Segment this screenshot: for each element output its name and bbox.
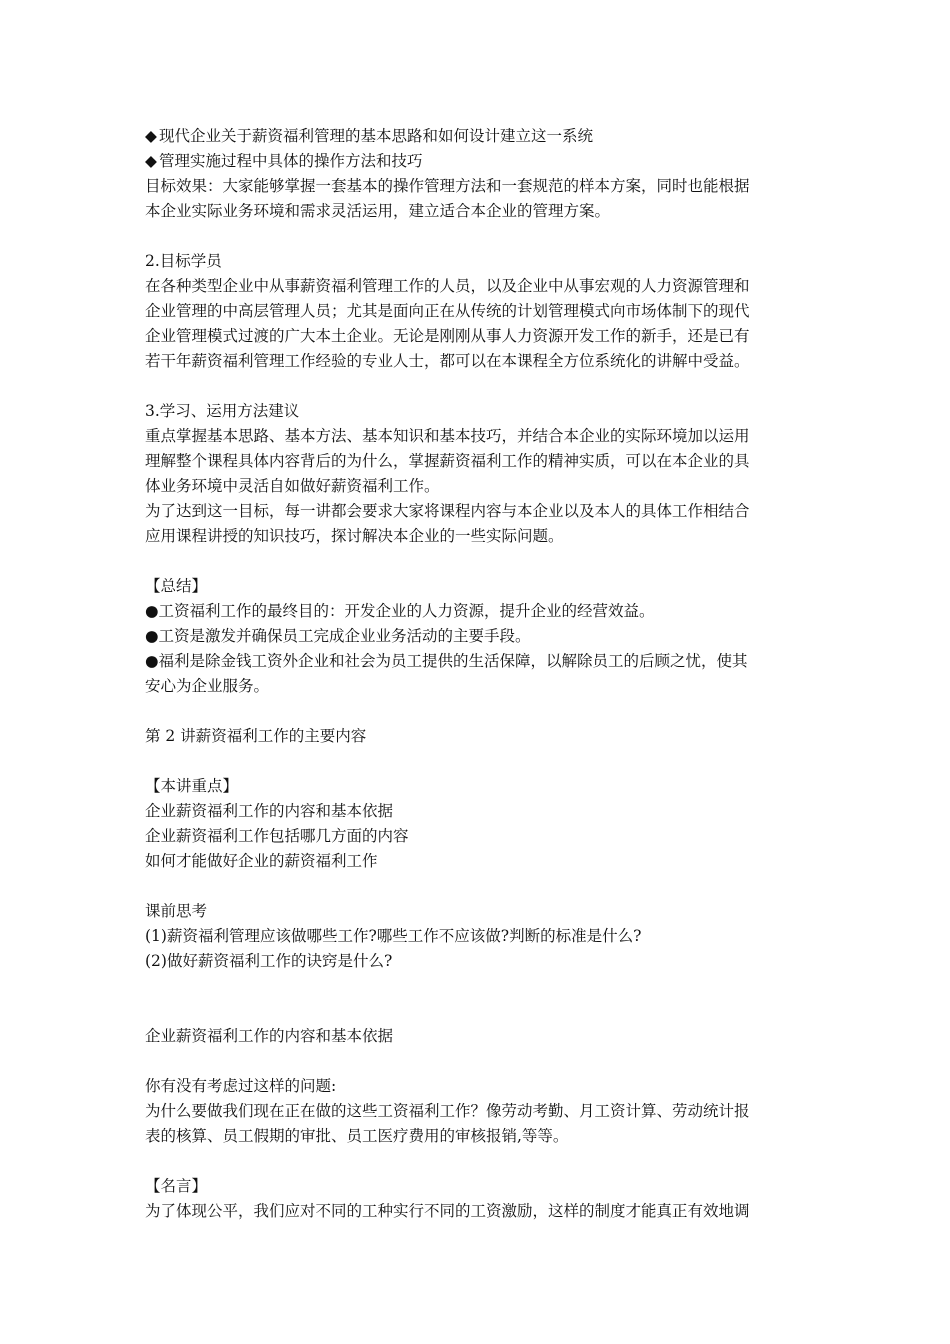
blank-line bbox=[145, 749, 810, 774]
text-line: ●工资是激发并确保员工完成企业业务活动的主要手段。 bbox=[145, 627, 531, 645]
text-line: 企业薪资福利工作包括哪几方面的内容 bbox=[145, 827, 409, 845]
text-line: 为了达到这一目标，每一讲都会要求大家将课程内容与本企业以及本人的具体工作相结合 bbox=[145, 502, 750, 520]
text-line: 2.目标学员 bbox=[145, 252, 222, 270]
text-line: 课前思考 bbox=[145, 902, 208, 920]
bullet-text: 管理实施过程中具体的操作方法和技巧 bbox=[159, 152, 423, 170]
blank-line bbox=[145, 224, 810, 249]
text-line: 本企业实际业务环境和需求灵活运用，建立适合本企业的管理方案。 bbox=[145, 202, 611, 220]
text-line: 企业薪资福利工作的内容和基本依据 bbox=[145, 802, 394, 820]
bullet-item bbox=[145, 149, 810, 174]
blank-line bbox=[145, 874, 810, 899]
text-line: 表的核算、员工假期的审批、员工医疗费用的审核报销,等等。 bbox=[145, 1127, 569, 1145]
blank-line bbox=[145, 974, 810, 999]
text-line: 企业管理模式过渡的广大本土企业。无论是刚刚从事人力资源开发工作的新手，还是已有 bbox=[145, 327, 750, 345]
text-line: 【总结】 bbox=[145, 577, 208, 595]
blank-line bbox=[145, 549, 810, 574]
text-line: 第 2 讲薪资福利工作的主要内容 bbox=[145, 727, 367, 745]
text-line: 在各种类型企业中从事薪资福利管理工作的人员，以及企业中从事宏观的人力资源管理和 bbox=[145, 277, 750, 295]
text-line: 体业务环境中灵活自如做好薪资福利工作。 bbox=[145, 477, 440, 495]
blank-line bbox=[145, 1149, 810, 1174]
blank-line bbox=[145, 374, 810, 399]
text-line: 【本讲重点】 bbox=[145, 777, 239, 795]
text-line: (1)薪资福利管理应该做哪些工作?哪些工作不应该做?判断的标准是什么? bbox=[145, 927, 642, 945]
text-line: 企业管理的中高层管理人员；尤其是面向正在从传统的计划管理模式向市场体制下的现代 bbox=[145, 302, 750, 320]
diamond-bullet-icon: ◆ bbox=[145, 152, 157, 170]
text-line: 如何才能做好企业的薪资福利工作 bbox=[145, 852, 378, 870]
diamond-bullet-icon: ◆ bbox=[145, 127, 157, 145]
blank-line bbox=[145, 1049, 810, 1074]
text-line: (2)做好薪资福利工作的诀窍是什么? bbox=[145, 952, 393, 970]
bullet-item bbox=[145, 124, 810, 149]
text-line: 你有没有考虑过这样的问题: bbox=[145, 1077, 337, 1095]
text-line: 理解整个课程具体内容背后的为什么，掌握薪资福利工作的精神实质，可以在本企业的具 bbox=[145, 452, 750, 470]
text-line: ●福利是除金钱工资外企业和社会为员工提供的生活保障，以解除员工的后顾之忧，使其 bbox=[145, 652, 748, 670]
text-line: 重点掌握基本思路、基本方法、基本知识和基本技巧，并结合本企业的实际环境加以运用 bbox=[145, 427, 750, 445]
text-line: 应用课程讲授的知识技巧，探讨解决本企业的一些实际问题。 bbox=[145, 527, 564, 545]
bullet-text: 现代企业关于薪资福利管理的基本思路和如何设计建立这一系统 bbox=[159, 127, 594, 145]
blank-line bbox=[145, 999, 810, 1024]
text-line: 3.学习、运用方法建议 bbox=[145, 402, 300, 420]
text-line: 企业薪资福利工作的内容和基本依据 bbox=[145, 1027, 394, 1045]
blank-line bbox=[145, 699, 810, 724]
text-line: 若干年薪资福利管理工作经验的专业人士，都可以在本课程全方位系统化的讲解中受益。 bbox=[145, 352, 750, 370]
text-line: 【名言】 bbox=[145, 1177, 208, 1195]
text-line: 安心为企业服务。 bbox=[145, 677, 270, 695]
text-line: ●工资福利工作的最终目的：开发企业的人力资源，提升企业的经营效益。 bbox=[145, 602, 655, 620]
text-line: 为了体现公平，我们应对不同的工种实行不同的工资激励，这样的制度才能真正有效地调 bbox=[145, 1202, 750, 1220]
text-line: 目标效果：大家能够掌握一套基本的操作管理方法和一套规范的样本方案，同时也能根据 bbox=[145, 177, 750, 195]
document-page bbox=[145, 124, 810, 1224]
text-line: 为什么要做我们现在正在做的这些工资福利工作？像劳动考勤、月工资计算、劳动统计报 bbox=[145, 1102, 750, 1120]
